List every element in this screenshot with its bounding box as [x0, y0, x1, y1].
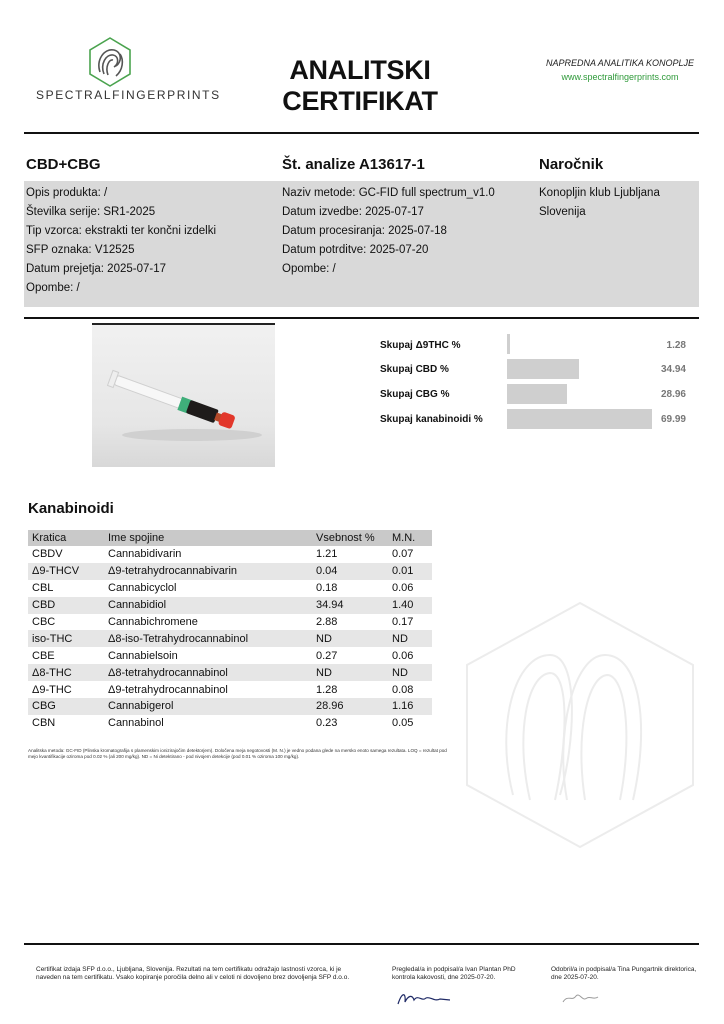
- cell-content: ND: [312, 630, 388, 647]
- cell-content: 0.18: [316, 582, 338, 595]
- cell-abbreviation: CBL: [32, 582, 54, 595]
- summary-bar-cbg: [507, 384, 567, 404]
- cell-content: 0.23: [316, 717, 338, 730]
- cell-uncertainty: 1.16: [388, 698, 432, 715]
- batch-number: Številka serije: SR1-2025: [26, 206, 156, 218]
- client-country: Slovenija: [539, 206, 586, 218]
- table-row: [28, 614, 432, 631]
- cell-content: 2.88: [316, 616, 338, 628]
- product-details: [26, 184, 216, 298]
- cell-compound: Cannabichromene: [108, 616, 198, 628]
- cell-content: 0.04: [312, 563, 388, 580]
- table-row: [28, 715, 432, 732]
- cell-abbreviation: CBD: [28, 597, 104, 614]
- sample-photo: [92, 323, 275, 467]
- photo-border: [92, 323, 275, 325]
- cell-uncertainty: 0.06: [392, 582, 414, 595]
- date-received: Datum prejetja: 2025-07-17: [26, 263, 166, 275]
- cell-abbreviation: CBG: [28, 698, 104, 715]
- product-heading: CBD+CBG: [26, 156, 101, 173]
- cell-compound: Δ8-tetrahydrocannabinol: [104, 664, 312, 681]
- cell-content: 34.94: [312, 597, 388, 614]
- table-row: [28, 698, 432, 715]
- cell-abbreviation: CBC: [32, 616, 56, 628]
- cell-compound: Δ9-tetrahydrocannabinol: [108, 683, 228, 696]
- summary-value-cbg: 28.96: [660, 389, 686, 400]
- reviewer-signature-icon: [396, 988, 452, 1010]
- summary-label-thc: Skupaj Δ9THC %: [380, 340, 461, 351]
- summary-value-cbd: 34.94: [660, 364, 686, 375]
- cell-compound: Cannabidiol: [104, 597, 312, 614]
- cell-uncertainty: 0.06: [392, 649, 414, 662]
- analysis-heading: Št. analize A13617-1: [282, 156, 425, 173]
- cell-content: 28.96: [312, 698, 388, 715]
- analysis-details: [282, 184, 495, 279]
- client-details: [539, 184, 660, 222]
- table-row: [28, 546, 432, 563]
- cell-content: 1.28: [316, 683, 338, 696]
- header-content: Vsebnost %: [312, 530, 388, 546]
- cell-content: 1.21: [316, 548, 338, 561]
- table-row: [28, 681, 432, 698]
- summary-value-total: 69.99: [660, 414, 686, 425]
- client-name: Konopljin klub Ljubljana: [539, 187, 660, 199]
- summary-label-total: Skupaj kanabinoidi %: [380, 414, 483, 425]
- sfp-code: SFP oznaka: V12525: [26, 244, 135, 256]
- cell-abbreviation: CBDV: [32, 548, 63, 561]
- cell-uncertainty: 1.40: [388, 597, 432, 614]
- cell-content: ND: [312, 664, 388, 681]
- date-processed: Datum procesiranja: 2025-07-18: [282, 225, 447, 237]
- product-description: Opis produkta: /: [26, 187, 108, 199]
- cell-uncertainty: 0.05: [392, 717, 414, 730]
- lab-name: NAPREDNA ANALITIKA KONOPLJE: [545, 58, 695, 68]
- cell-uncertainty: ND: [388, 664, 432, 681]
- sample-type: Tip vzorca: ekstrakti ter končni izdelki: [26, 225, 217, 237]
- approver-statement: Odobril/a in podpisal/a Tina Pungartnik direktorica, dne 2025-07-20.: [551, 966, 697, 981]
- cell-abbreviation: CBE: [32, 649, 55, 662]
- table-row: [28, 597, 432, 614]
- cell-compound: Cannabinol: [108, 717, 164, 730]
- header-compound: Ime spojine: [104, 530, 312, 546]
- date-performed: Datum izvedbe: 2025-07-17: [282, 206, 424, 218]
- cell-compound: Cannabielsoin: [108, 649, 178, 662]
- summary-label-cbd: Skupaj CBD %: [380, 364, 449, 375]
- header-uncertainty: M.N.: [388, 530, 432, 546]
- table-header-row: [28, 530, 432, 546]
- table-row: [28, 647, 432, 664]
- watermark-icon: [455, 595, 705, 855]
- cell-content: 0.27: [316, 649, 338, 662]
- table-row: [28, 630, 432, 647]
- lab-website-link[interactable]: www.spectralfingerprints.com: [561, 72, 679, 82]
- cell-uncertainty: 0.01: [388, 563, 432, 580]
- cannabinoids-title: Kanabinoidi: [28, 500, 114, 517]
- approver-signature-icon: [560, 988, 600, 1008]
- logo-text: SPECTRALFINGERPRINTS: [36, 88, 221, 102]
- cannabinoids-table: [28, 530, 432, 732]
- client-heading: Naročnik: [539, 156, 604, 173]
- cell-compound: Δ9-tetrahydrocannabivarin: [104, 563, 312, 580]
- cell-uncertainty: ND: [388, 630, 432, 647]
- summary-bar-cbd: [507, 359, 579, 379]
- cell-abbreviation: CBN: [32, 717, 56, 730]
- table-row: [28, 580, 432, 597]
- cell-uncertainty: 0.07: [392, 548, 414, 561]
- cell-uncertainty: 0.08: [392, 683, 414, 696]
- cell-abbreviation: Δ9-THCV: [28, 563, 104, 580]
- summary-value-thc: 1.28: [666, 340, 686, 351]
- cell-uncertainty: 0.17: [392, 616, 414, 628]
- summary-bar-total: [507, 409, 652, 429]
- cell-abbreviation: iso-THC: [28, 630, 104, 647]
- divider: [24, 317, 699, 319]
- reviewer-statement: Pregledal/a in podpisal/a Ivan Plantan PhD kontrola kakovosti, dne 2025-07-20.: [392, 966, 516, 981]
- date-confirmed: Datum potrditve: 2025-07-20: [282, 244, 429, 256]
- cell-abbreviation: Δ8-THC: [28, 664, 104, 681]
- cell-compound: Cannabigerol: [104, 698, 312, 715]
- table-row: [28, 664, 432, 681]
- syringe-icon: [92, 323, 275, 467]
- cell-compound: Cannabidivarin: [108, 548, 182, 561]
- method-note: Analitska metoda: GC-FID (Plinska kromatografija s plamenskim ionizirajočim detektorjem). Določena meja negotovosti (M. N.) je vedno podana glede na mersko enoto samega rezultata. LOQ = rezultat pod mejo kvantifikacije oziroma pod 0.02 % (ali 200 mg/kg). ND = Ni detektirano - pod nivojem detekcije (pod 0.01 % oziroma 100 mg/kg).: [28, 748, 447, 759]
- cell-compound: Cannabicyclol: [108, 582, 177, 595]
- header-abbreviation: Kratica: [28, 530, 104, 546]
- method-name: Naziv metode: GC-FID full spectrum_v1.0: [282, 187, 495, 199]
- summary-label-cbg: Skupaj CBG %: [380, 389, 450, 400]
- divider: [24, 132, 699, 134]
- divider: [24, 943, 699, 945]
- table-row: [28, 563, 432, 580]
- footer-disclaimer: Certifikat izdaja SFP d.o.o., Ljubljana, Slovenija. Rezultati na tem certifikatu odražajo lastnosti vzorca, ki je naveden na tem certifikatu. Vsako kopiranje poročila delno ali v celoti ni dovoljeno brez dovoljenja SFP d.o.o.: [36, 966, 350, 981]
- analysis-notes: Opombe: /: [282, 263, 336, 275]
- document-title: ANALITSKI CERTIFIKAT: [282, 55, 438, 116]
- summary-bar-thc: [507, 334, 510, 354]
- cell-abbreviation: Δ9-THC: [32, 683, 72, 696]
- cell-compound: Δ8-iso-Tetrahydrocannabinol: [104, 630, 312, 647]
- product-notes: Opombe: /: [26, 282, 80, 294]
